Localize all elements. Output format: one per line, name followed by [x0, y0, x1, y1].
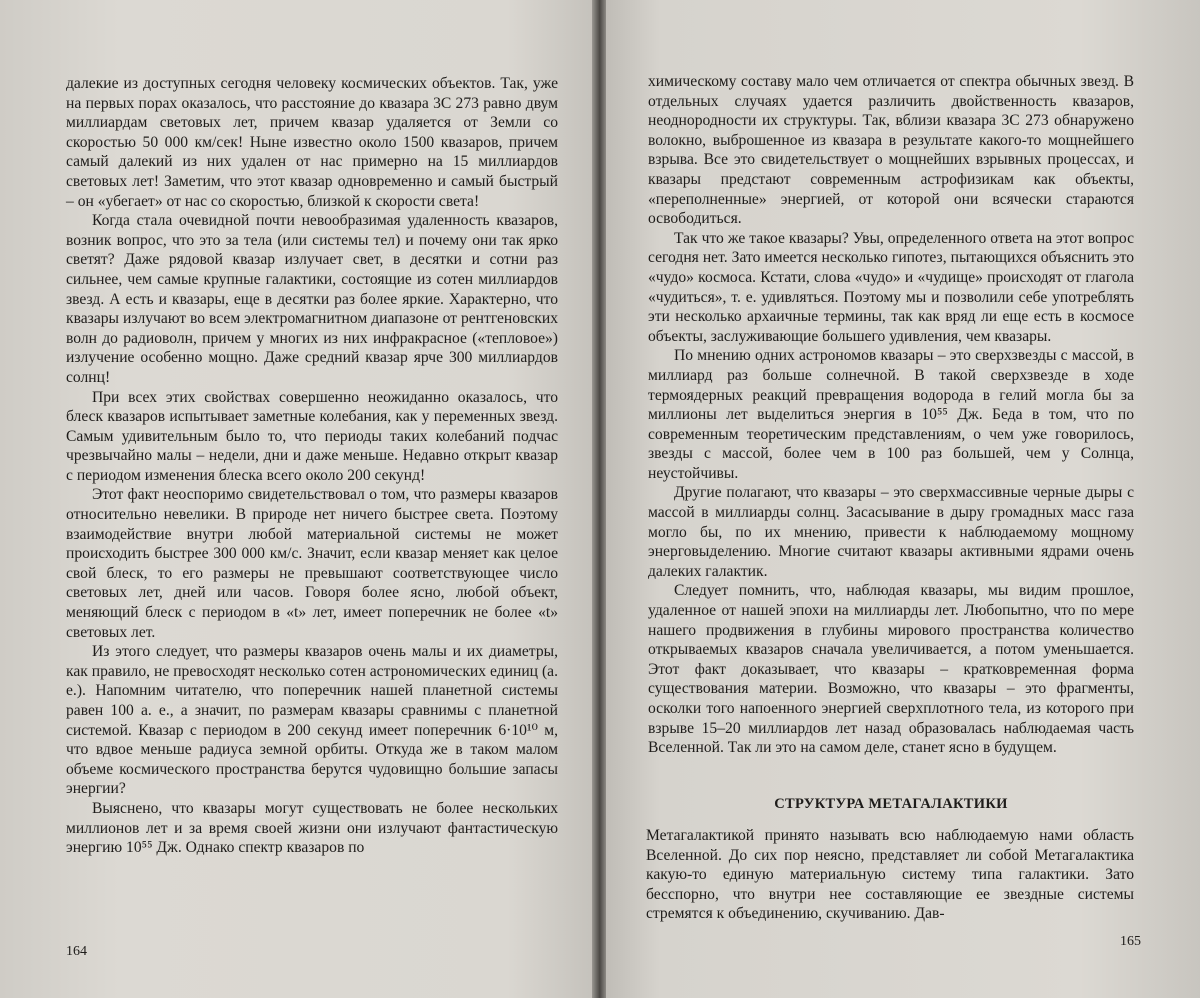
paragraph: химическому составу мало чем отличается от спектра обычных звезд. В отдельных случаях удается различить двойственность квазаров, неоднородности их структуры. Так, вблизи квазара 3С 273 обнаружено волокно, выброшенное из квазара в результате какого-то мощнейшего взрыва. Все это свидетельствует о мощнейших взрывных процессах, и квазары предстают современным астрофизикам как объекты, «переполненные» энергией, от которой они всячески стараются освободиться.	[648, 73, 1134, 228]
paragraph: Так что же такое квазары? Увы, определенного ответа на этот вопрос сегодня нет. Зато имеется несколько гипотез, пытающихся объяснить это «чудо» космоса. Кстати, слова «чудо» и «чудище» происходят от глагола «чудиться», т. е. удивляться. Поэтому мы и позволили себе употреблять эти несколько архаичные термины, так как вряд ли еще есть в космосе объекты, заслуживающие большего удивления, чем квазары.	[648, 229, 1134, 345]
right-page-text	[648, 72, 1134, 758]
book-gutter	[592, 0, 606, 998]
paragraph: Следует помнить, что, наблюдая квазары, мы видим прошлое, удаленное от нашей эпохи на миллиарды лет. Любопытно, что по мере нашего продвижения в глубины мирового пространства количество открываемых квазаров сначала увеличивается, а потом уменьшается. Этот факт доказывает, что квазары – кратковременная форма существования материи. Возможно, что квазары – это фрагменты, осколки того напоенного энергией сверхплотного тела, из которого при взрыве 15–20 миллиардов лет назад образовалась наблюдаемая часть Вселенной. Так ли это на самом деле, станет ясно в будущем.	[648, 582, 1134, 757]
page-number-right: 165	[1120, 934, 1141, 949]
left-page-text	[66, 74, 558, 858]
right-page-text-bottom	[646, 826, 1134, 924]
paragraph: Выяснено, что квазары могут существовать не более нескольких миллионов лет и за время своей жизни они излучают фантастическую энергию 10⁵⁵ Дж. Однако спектр квазаров по	[66, 799, 558, 857]
page-number-left: 164	[66, 944, 87, 959]
left-page	[0, 0, 597, 998]
paragraph: Этот факт неоспоримо свидетельствовал о том, что размеры квазаров относительно невелики. В природе нет ничего быстрее света. Поэтому взаимодействие внутри любой материальной системы не может происходить быстрее 300 000 км/с. Значит, если квазар меняет как целое свой блеск, то его размеры не превышают соответствующее число световых лет, дней или часов. Говоря более ясно, любой объект, меняющий блеск с периодом в «t» лет, имеет поперечник не более «t» световых лет.	[66, 486, 558, 641]
paragraph: По мнению одних астрономов квазары – это сверхзвезды с массой, в миллиард раз больше солнечной. В такой сверхзвезде в ходе термоядерных реакций превращения водорода в гелий могла бы за миллионы лет выделиться энергия в 10⁵⁵ Дж. Беда в том, что по современным теоретическим представлениям, о чем уже говорилось, звезды с массой, более чем в 100 раз большей, чем у Солнца, неустойчивы.	[648, 347, 1134, 482]
paragraph: Метагалактикой принято называть всю наблюдаемую нами область Вселенной. До сих пор неясно, представляет ли собой Метагалактика какую-то единую материальную систему типа галактики. Зато бесспорно, что внутри нее составляющие ее звездные системы стремятся к объединению, скучиванию. Дав-	[646, 827, 1134, 923]
paragraph: далекие из доступных сегодня человеку космических объектов. Так, уже на первых порах оказалось, что расстояние до квазара 3С 273 равно двум миллиардам световых лет, причем квазар удаляется от Земли со скоростью 50 000 км/сек! Ныне известно около 1500 квазаров, причем самый далекий из них удален от нас примерно на 15 миллиардов световых лет! Заметим, что этот квазар одновременно и самый быстрый – он «убегает» от нас со скоростью, близкой к скорости света!	[66, 75, 558, 210]
paragraph: Когда стала очевидной почти невообразимая удаленность квазаров, возник вопрос, что это за тела (или системы тел) и почему они так ярко светят? Даже рядовой квазар излучает свет, в десятки и сотни раз сильнее, чем самые крупные галактики, состоящие из сотен миллиардов звезд. А есть и квазары, еще в десятки раз более яркие. Характерно, что квазары излучают во всем электромагнитном диапазоне от рентгеновских волн до радиоволн, причем у многих из них инфракрасное («тепловое») излучение особенно мощно. Даже средний квазар ярче 300 миллиардов солнц!	[66, 212, 558, 386]
section-heading: СТРУКТУРА МЕТАГАЛАКТИКИ	[774, 796, 1008, 812]
paragraph: Другие полагают, что квазары – это сверхмассивные черные дыры с массой в миллиарды солнц. Засасывание в дыру громадных масс газа могло бы, по их мнению, привести к наблюдаемому мощному энерговыделению. Многие считают квазары активными ядрами очень далеких галактик.	[648, 484, 1134, 580]
paragraph: При всех этих свойствах совершенно неожиданно оказалось, что блеск квазаров испытывает заметные колебания, как у переменных звезд. Самым удивительным было то, что периоды таких колебаний подчас чрезвычайно малы – недели, дни и даже меньше. Недавно открыт квазар с периодом изменения блеска всего около 200 секунд!	[66, 388, 558, 484]
right-page	[600, 0, 1200, 998]
paragraph: Из этого следует, что размеры квазаров очень малы и их диаметры, как правило, не превосходят несколько сотен астрономических единиц (а. е.). Напомним читателю, что поперечник нашей планетной системы равен 100 а. е., а значит, по размерам квазары сравнимы с планетной системой. Квазар с периодом в 200 секунд имеет поперечник 6·10¹⁰ м, что вдвое меньше радиуса земной орбиты. Откуда же в таком малом объеме космического пространства берутся чудовищно большие запасы энергии?	[66, 643, 558, 798]
